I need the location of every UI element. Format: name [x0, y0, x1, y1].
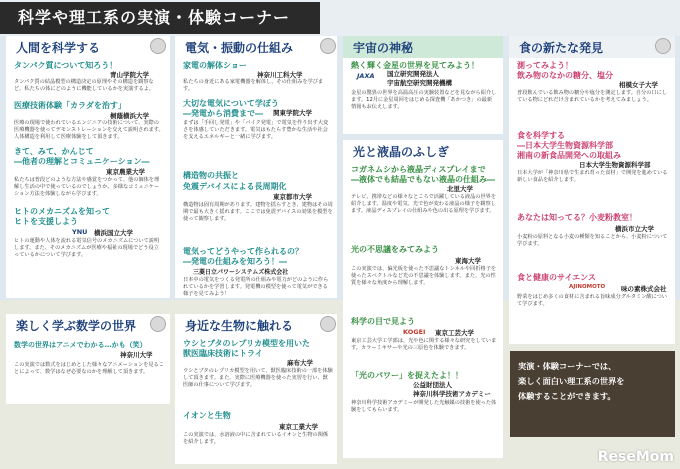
org-label: 国立研究開発法人 [387, 70, 439, 78]
org-label: 東京農業大学 [106, 168, 145, 176]
summary-line-2: 楽しく面白い理工系の世界を [518, 376, 625, 386]
panel-heading: 人間を科学する [6, 36, 170, 58]
pin-icon [150, 316, 166, 332]
section-subtitle: ―日本大学生物資源科学部 [517, 141, 613, 150]
section-title: きて、みて、かんじて [14, 147, 94, 156]
org-label: 東京工芸大学 [435, 329, 474, 337]
section-text: テレビ、携帯などの様々なところで活躍している液晶の世界を紹介します。温度や電気、光で色が変わる液晶の様子を観察します。液晶ディスプレイの仕組みや色の出る原理を学びます。 [351, 194, 497, 215]
ajinomoto-logo: AJINOMOTO [569, 284, 606, 290]
section-title: ウシとブタのレプリカ模型を用いた [183, 339, 311, 348]
org-label: 相模女子大学 [619, 81, 658, 89]
panel-heading: 宇宙の神秘 [343, 36, 503, 58]
panel-heading: 身近な生物に触れる [175, 314, 337, 336]
section-text: 構造物は固有周期があります。建物を揺らすとき、建物はその周期で最も大きく揺れます。ここでは免震デバイスの効果を模型を使って観察します。 [183, 202, 333, 223]
section-subtitle: ―発電から消費まで― [183, 109, 263, 118]
pin-icon [150, 38, 166, 54]
org-label: 北里大学 [447, 185, 473, 193]
pin-icon [320, 38, 336, 54]
section-title: ヒトのメカニズムを知って [14, 207, 110, 216]
section-title: 測ってみよう！ [517, 61, 573, 70]
section-subtitle: ―他者の理解とコミュニケーション― [14, 157, 150, 166]
org-label-2: 宇宙航空研究開発機構 [387, 79, 452, 87]
org-label: 日本大学生物資源科学部 [579, 161, 651, 169]
section-text: タンパク質の結晶模型の構造決定の原理やその構造を観察など。私たちの体にどのように機能しているかを実演するよ。 [14, 79, 155, 93]
section-title: イオンと生物 [183, 411, 231, 420]
section-text: 私たちの身近にある家電機器を解体し、その仕組みを学びます。 [183, 79, 324, 93]
org-label-2: 神奈川科学技術アカデミー [413, 390, 491, 398]
panel-space [343, 36, 503, 134]
section-title: 食を科学する [517, 131, 565, 140]
panel-electricity [175, 36, 337, 298]
section-subtitle-2: 湘南の新食品開発への取組み [517, 151, 621, 160]
section-subtitle: 獣医臨床技術にトライ [183, 349, 263, 358]
section-subtitle: ―液体でも結晶でもない液晶の仕組み― [351, 175, 495, 184]
section-text: 神奈川科学技術アカデミーが開発した光触媒の技術を使った体験をしてもらいます。 [351, 400, 497, 414]
panel-math [6, 314, 170, 404]
panel-heading: 食の新たな発見 [509, 36, 675, 58]
section-title: 科学の目で見よう [351, 317, 415, 326]
panel-light-liquid-crystal [343, 140, 503, 458]
org-label: 神奈川工科大学 [257, 71, 303, 79]
section-text: 私たちは普段どのような方法や感覚をつかって、他の個体を理解し生活の中で使っているのでしょうか。多様なコミュニケーション方法を体験しながら学びます。 [14, 177, 160, 198]
summary-line-3: 体験することができます。 [518, 391, 616, 401]
section-title: 熱く輝く金星の世界を見てみよう！ [351, 61, 479, 70]
section-title: 家電の解体ショー [183, 61, 247, 70]
section-subtitle: ―発電の仕組みを知ろう！― [183, 257, 287, 266]
panel-heading: 光と液晶のふしぎ [343, 140, 503, 162]
org-label: 東京都市大学 [273, 193, 312, 201]
watermark-logo: ReseMom [597, 449, 674, 465]
panel-heading: 楽しく学ぶ数学の世界 [6, 314, 170, 336]
section-title: 食と健康のサイエンス [517, 273, 596, 282]
section-title: コガネムシから液晶ディスプレイまで [351, 165, 486, 174]
section-text: 小麦粉の原料となる小麦の種類を知ることから、小麦粉について学びます。 [517, 234, 668, 248]
org-label: 三菱日立パワーシステムズ株式会社 [193, 269, 289, 276]
section-text: 野菜をはじめ多くの食材に含まれる旨味成分グルタミン酸について学びます。 [517, 294, 667, 308]
pin-icon [320, 316, 336, 332]
kogei-logo: KOGEI [403, 328, 426, 336]
section-title: あなたは知ってる？小麦粉教室！ [517, 213, 637, 222]
section-text: 医療の現場で使われているエンジニアの技術について、実際の医療機器を使ってデモンストレーションを交えて説明されます。人体構造を利用して医療体験をして頂きます。 [14, 120, 164, 141]
section-title: 構造物の共振と [183, 171, 239, 180]
summary-box [510, 351, 675, 437]
org-label: 青山学院大学 [110, 71, 149, 79]
org-label: 関東学院大学 [273, 109, 312, 117]
section-subtitle: ヒトを支援しよう [14, 217, 78, 226]
jaxa-logo: JAXA [357, 72, 375, 80]
panel-human-science [6, 36, 170, 298]
pin-icon [655, 38, 671, 54]
org-label: 東海大学 [455, 257, 481, 265]
org-label: 麻布大学 [287, 359, 313, 367]
section-text: 東京工芸大学工学部は、光や色に関する様々な研究をしています。カラーミキサーや光の三原色を体験できます。 [351, 338, 497, 352]
summary-line-1: 実演・体験コーナーでは、 [518, 361, 617, 371]
section-title: タンパク質について知ろう！ [14, 61, 118, 70]
org-label: 東京工業大学 [279, 423, 318, 431]
section-text: 普段飲んでいる飲み物の糖分や塩分を測定します。自分の口にしている物にどれだけ含まれているかを考えてみましょう。 [517, 90, 668, 104]
ynu-logo: YNU [72, 228, 88, 236]
org-label: 公益財団法人 [413, 381, 452, 389]
panel-living-things [175, 314, 337, 464]
org-label: 横浜国立大学 [94, 229, 133, 237]
org-label: 桐蔭横浜大学 [110, 112, 149, 120]
section-text: 日本中の電気をつくる発電所の仕組みや電力がどのように作られているかを学習します。発電機の模型を使って電気ができる様子を見てみよう！ [183, 277, 329, 298]
section-text: この実演では、偏光板を使った不思議なトンネルや回折格子を使ったスペクトルなど光の不思議を体験します。また、光の性質を様々な角度から理解します。 [351, 266, 497, 287]
org-label: 神奈川大学 [120, 351, 153, 359]
section-text: ウシとブタのレプリカ模型を用いて、獣医臨床技術の一部を体験して頂きます。また、実際に医療機器を使った実習を行い、獣医師の仕事について学びます。 [183, 368, 333, 389]
section-subtitle: 免震デバイスによる長周期化 [183, 182, 287, 191]
section-title: 光の不思議をみてみよう [351, 245, 439, 254]
panel-heading: 電気・振動の仕組み [175, 36, 337, 58]
section-title: 数学の世界はアニメでわかる…かも（笑） [14, 341, 147, 349]
org-label: 横浜市立大学 [615, 225, 654, 233]
section-text: この実演では数式をはじめとした様々なアニメーションを見ることによって、数学はなぜ必要なのかを理解して頂きます。 [14, 362, 164, 376]
section-subtitle: 飲み物のなかの糖分、塩分 [517, 71, 613, 80]
panel-food [509, 36, 675, 344]
section-title: 医療技術体験「カラダを治す」 [14, 101, 126, 110]
section-text: 日本大学が「神奈川県で生まれ育った食材」で開発を進めている新しい食品を紹介します。 [517, 170, 668, 184]
org-label: 味の素株式会社 [621, 285, 667, 293]
section-text: まずは「手回し発電」や「バイク発電」で電気を作り出す大変さを体感していただきます。電気はもたらす豊かな生活や社会を支えるエネルギーと一緒に学びます。 [183, 120, 329, 141]
section-title: 電気ってどうやって作られるの？ [183, 247, 303, 256]
section-text: この実演では、水溶液の中に含まれているイオンと生物の関係を紹介します。 [183, 432, 329, 446]
section-title: 大切な電気について学ぼう [183, 99, 279, 108]
section-text: ヒトの運動や人体を流れる電気信号のメカニズムについて説明します。また、そのメカニズムが医療や福祉の現場でどう役立っているかについて学びます。 [14, 238, 160, 259]
page-title: 科学や理工系の実演・体験コーナー [0, 2, 320, 34]
section-text: 金星の驚異の世界を高温高圧の実験装置などを見ながら紹介します。12月に金星周回をはじめる探査機「あかつき」の最新情報もお伝えします。 [351, 90, 497, 111]
section-title: 「光のパワー」を捉えたよ！！ [351, 371, 463, 380]
